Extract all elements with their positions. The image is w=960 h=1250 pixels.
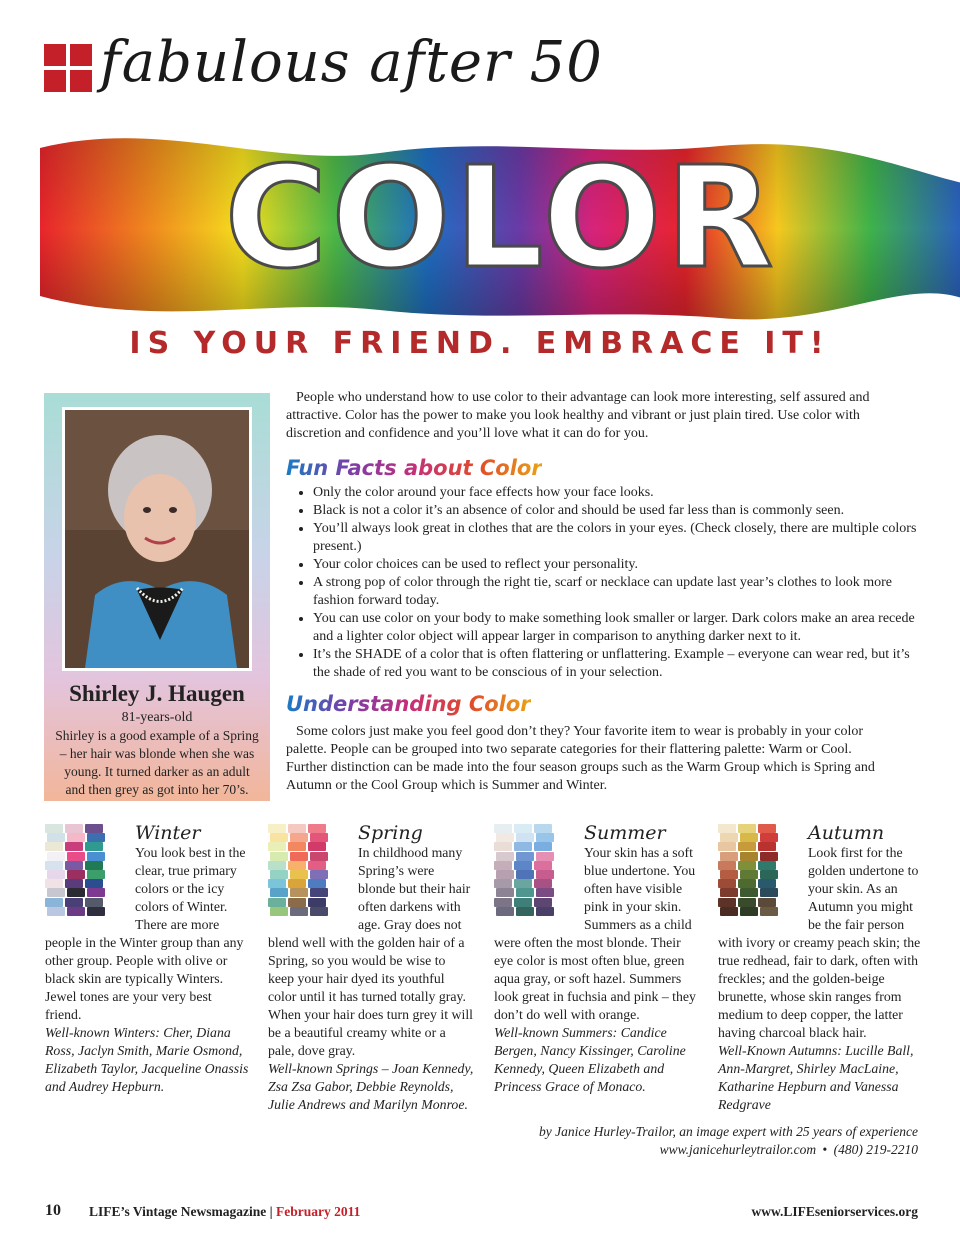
palette-chip	[758, 898, 776, 907]
palette-chip	[536, 870, 554, 879]
palette-chip	[310, 852, 328, 861]
palette-chip	[268, 898, 286, 907]
palette-chip	[738, 842, 756, 851]
section-logo-icon	[44, 44, 94, 94]
byline-contact	[539, 1141, 918, 1159]
fun-fact-item: • You can use color on your body to make something look smaller or larger. Dark colors make an area recede and a lighter color object will appear larger in comparison to anything darker next to it.	[313, 610, 923, 646]
palette-chip	[740, 833, 758, 842]
palette-chip	[758, 879, 776, 888]
palette-chip	[720, 870, 738, 879]
page-number: 10	[45, 1202, 61, 1219]
palette-chip	[758, 861, 776, 870]
fun-fact-item: • Black is not a color it’s an absence of color and should be used far less than is commonly seen.	[313, 502, 923, 520]
profile-age: 81-years-old	[121, 710, 193, 725]
palette-chip	[85, 879, 103, 888]
palette-chip	[308, 842, 326, 851]
profile-bio: Shirley is a good example of a Spring – her hair was blonde when she was young. It turned darker as an adult and then grey as got into her 70’s.	[55, 728, 259, 797]
palette-chip	[67, 907, 85, 916]
palette-chip	[718, 842, 736, 851]
palette-chip	[87, 888, 105, 897]
palette-chip	[738, 879, 756, 888]
palette-chip	[270, 833, 288, 842]
palette-chip	[718, 861, 736, 870]
season-famous: Well-known Winters: Cher, Diana Ross, Jaclyn Smith, Marie Osmond, Elizabeth Taylor, Jacqueline Onassis and Audrey Hepburn.	[45, 1025, 249, 1094]
palette-chip	[536, 833, 554, 842]
fun-fact-item: • Only the color around your face effects how your face looks.	[313, 484, 923, 502]
palette-chip	[65, 842, 83, 851]
palette-chip	[67, 888, 85, 897]
palette-chip	[310, 888, 328, 897]
palette-chip	[45, 824, 63, 833]
palette-chip	[718, 824, 736, 833]
palette-chip	[496, 852, 514, 861]
palette-chip	[87, 870, 105, 879]
rainbow-color-banner	[40, 128, 960, 328]
palette-chip	[494, 861, 512, 870]
palette-chip	[536, 907, 554, 916]
palette-chip	[760, 888, 778, 897]
understanding-paragraph: Some colors just make you feel good don’t they? Your favorite item to wear is probably in your color palette. People can be grouped into two separate categories for their flattering palette: Warm or Cool. Further distinction can be made into the four season groups such as the Warm Group which is Spring and Autumn or the Cool Group which is Summer and Winter.	[286, 724, 875, 793]
palette-chip	[718, 898, 736, 907]
palette-chip	[268, 879, 286, 888]
understanding-heading: Understanding Color	[286, 692, 531, 716]
palette-chip	[45, 861, 63, 870]
palette-chip	[758, 824, 776, 833]
palette-chip	[288, 898, 306, 907]
palette-chip	[534, 842, 552, 851]
palette-chip	[516, 907, 534, 916]
palette-chip	[494, 898, 512, 907]
palette-chip	[268, 824, 286, 833]
profile-photo	[62, 407, 252, 671]
palette-chip	[288, 879, 306, 888]
palette-chip	[47, 833, 65, 842]
publication-name: LIFE’s Vintage Newsmagazine |	[89, 1204, 273, 1219]
palette-chip	[718, 879, 736, 888]
palette-chip	[47, 888, 65, 897]
season-famous: Well-Known Autumns: Lucille Ball, Ann-Margret, Shirley MacLaine, Katharine Hepburn and Vanessa Redgrave	[718, 1043, 914, 1112]
fun-facts-heading: Fun Facts about Color	[286, 456, 542, 480]
palette-chip	[760, 907, 778, 916]
palette-chip	[760, 870, 778, 879]
palette-chip	[720, 888, 738, 897]
palette-chip	[534, 824, 552, 833]
palette-chip	[494, 824, 512, 833]
palette-chip	[268, 842, 286, 851]
portrait-illustration	[65, 410, 249, 668]
palette-chip	[270, 852, 288, 861]
palette-chip	[65, 861, 83, 870]
palette-chip	[47, 852, 65, 861]
palette-chip	[288, 861, 306, 870]
palette-chip	[308, 898, 326, 907]
palette-chip	[67, 870, 85, 879]
palette-chip	[516, 888, 534, 897]
palette-chip	[288, 842, 306, 851]
palette-chip	[496, 907, 514, 916]
season-text: Look first for the golden undertone to your skin. As an Autumn you might be the fair person with ivory or creamy peach skin; the true redhead, fair to dark, often with freckles; and the golden-beige brunette, whose skin ranges from medium to deep copper, the latter having charcoal black hair.	[718, 845, 921, 1040]
season-name: Winter	[135, 822, 201, 844]
season-winter	[45, 822, 251, 1096]
author-byline	[539, 1123, 918, 1159]
palette-chip	[740, 888, 758, 897]
autumn-palette-swatch	[718, 824, 802, 916]
palette-chip	[536, 888, 554, 897]
palette-chip	[45, 842, 63, 851]
palette-chip	[288, 824, 306, 833]
fun-fact-item: • A strong pop of color through the right tie, scarf or necklace can update last year’s clothes to look more fashion forward today.	[313, 574, 923, 610]
banner-word: COLOR	[224, 137, 778, 300]
palette-chip	[738, 898, 756, 907]
palette-chip	[268, 861, 286, 870]
season-text: Your skin has a soft blue undertone. You often have visible pink in your skin. Summers as a child were often the most blonde. Their eye color is most often blue, green aqua gray, or soft hazel. Summers look great in fuchsia and pink – they don’t do well with orange.	[494, 845, 696, 1022]
fun-fact-item: • Your color choices can be used to reflect your personality.	[313, 556, 923, 574]
season-spring	[268, 822, 474, 1114]
palette-chip	[47, 907, 65, 916]
palette-chip	[534, 898, 552, 907]
winter-palette-swatch	[45, 824, 129, 916]
season-name: Spring	[358, 822, 423, 844]
palette-chip	[514, 842, 532, 851]
palette-chip	[720, 833, 738, 842]
palette-chip	[310, 833, 328, 842]
palette-chip	[290, 907, 308, 916]
palette-chip	[514, 824, 532, 833]
season-autumn	[718, 822, 924, 1114]
season-famous: Well-known Springs – Joan Kennedy, Zsa Zsa Gabor, Debbie Reynolds, Julie Andrews and Marilyn Monroe.	[268, 1061, 474, 1112]
palette-chip	[536, 852, 554, 861]
palette-chip	[85, 898, 103, 907]
palette-chip	[87, 833, 105, 842]
issue-date: February 2011	[275, 1204, 361, 1219]
palette-chip	[740, 870, 758, 879]
palette-chip	[65, 879, 83, 888]
palette-chip	[514, 898, 532, 907]
palette-chip	[738, 824, 756, 833]
footer-website-link[interactable]: www.LIFEseniorservices.org	[751, 1204, 918, 1219]
palette-chip	[496, 833, 514, 842]
palette-chip	[760, 833, 778, 842]
palette-chip	[760, 852, 778, 861]
headline: IS YOUR FRIEND. EMBRACE IT!	[129, 326, 831, 361]
palette-chip	[514, 861, 532, 870]
season-text: You look best in the clear, true primary colors or the icy colors of Winter. There are more people in the Winter group than any other group. People with olive or black skin are typically Winters. Jewel tones are your very best friend.	[45, 845, 246, 1022]
author-phone: (480) 219-2210	[833, 1142, 918, 1157]
palette-chip	[65, 898, 83, 907]
section-title: fabulous after 50	[100, 30, 603, 95]
palette-chip	[290, 888, 308, 897]
summer-palette-swatch	[494, 824, 578, 916]
season-summer	[494, 822, 700, 1096]
palette-chip	[45, 898, 63, 907]
season-famous: Well-known Summers: Candice Bergen, Nancy Kissinger, Caroline Kennedy, Queen Elizabeth and Princess Grace of Monaco.	[494, 1025, 686, 1094]
fun-fact-item: • You’ll always look great in clothes that are the colors in your eyes. (Check closely, there are multiple colors present.)	[313, 520, 923, 556]
byline-author: by Janice Hurley-Trailor, an image expert with 25 years of experience	[538, 1124, 918, 1139]
palette-chip	[290, 833, 308, 842]
palette-chip	[310, 907, 328, 916]
palette-chip	[740, 907, 758, 916]
palette-chip	[67, 833, 85, 842]
palette-chip	[494, 842, 512, 851]
palette-chip	[270, 888, 288, 897]
palette-chip	[516, 870, 534, 879]
palette-chip	[308, 824, 326, 833]
palette-chip	[47, 870, 65, 879]
palette-chip	[740, 852, 758, 861]
palette-chip	[534, 879, 552, 888]
author-website-link[interactable]: www.janicehurleytrailor.com	[659, 1142, 817, 1157]
palette-chip	[87, 907, 105, 916]
palette-chip	[85, 824, 103, 833]
palette-chip	[85, 861, 103, 870]
palette-chip	[534, 861, 552, 870]
intro-paragraph: People who understand how to use color to their advantage can look more interesting, self assured and attractive. Color has the power to make you look healthy and vibrant or just plain tired. Use color with discretion and confidence and you’ll love what it can do for you.	[286, 390, 870, 441]
season-text: In childhood many Spring’s were blonde but their hair often darkens with age. Gray does not blend well with the golden hair of a Spring, so you would be wise to keep your hair dyed its youthful color until it has turned totally gray. When your hair does turn grey it will be a beautiful creamy white or a pale, dove gray.	[268, 845, 473, 1058]
palette-chip	[270, 907, 288, 916]
palette-chip	[65, 824, 83, 833]
palette-chip	[516, 833, 534, 842]
palette-chip	[310, 870, 328, 879]
profile-sidebar	[44, 393, 270, 801]
palette-chip	[290, 870, 308, 879]
palette-chip	[308, 879, 326, 888]
palette-chip	[308, 861, 326, 870]
fun-facts-list	[293, 484, 923, 682]
palette-chip	[270, 870, 288, 879]
season-name: Summer	[584, 822, 666, 844]
palette-chip	[514, 879, 532, 888]
footer-publication	[89, 1204, 360, 1220]
palette-chip	[516, 852, 534, 861]
palette-chip	[494, 879, 512, 888]
palette-chip	[85, 842, 103, 851]
palette-chip	[496, 870, 514, 879]
palette-chip	[67, 852, 85, 861]
season-name: Autumn	[808, 822, 885, 844]
fun-fact-item: • It’s the SHADE of a color that is often flattering or unflattering. Example – everyone can wear red, but it’s the shade of red you want to be conscious of in your selection.	[313, 646, 923, 682]
palette-chip	[738, 861, 756, 870]
profile-name: Shirley J. Haugen	[69, 681, 245, 706]
palette-chip	[87, 852, 105, 861]
byline-separator: •	[822, 1142, 828, 1157]
palette-chip	[496, 888, 514, 897]
palette-chip	[720, 907, 738, 916]
palette-chip	[45, 879, 63, 888]
spring-palette-swatch	[268, 824, 352, 916]
palette-chip	[290, 852, 308, 861]
palette-chip	[758, 842, 776, 851]
palette-chip	[720, 852, 738, 861]
